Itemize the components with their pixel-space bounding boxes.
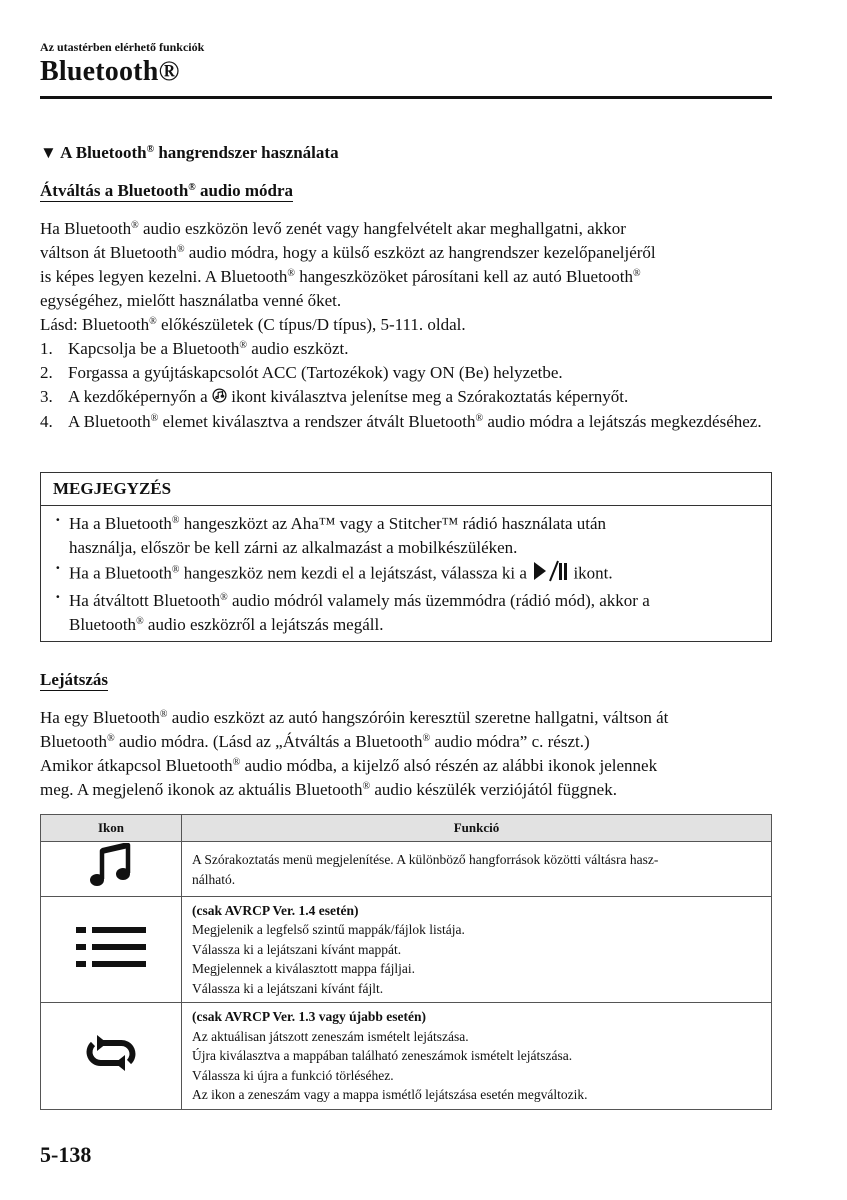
reg-mark: ®: [146, 144, 155, 155]
playback-paragraph: Ha egy Bluetooth® audio eszközt az autó hangszóróin keresztül szeretne hallgatni, váltson át Bluetooth® audio módra. (Lásd az „Átváltás a Bluetooth® audio módra” c. részt.) Amikor átkapcsol Bluetooth® audio módba, a kijelző alsó részén az alábbi ikonok jelennek meg. A megjelenő ikonok az aktuális Bluetooth® audio készülék verziójától függnek.: [40, 708, 669, 799]
section-heading-text-end: hangrendszer használata: [154, 143, 339, 162]
list-item: · Ha a Bluetooth® hangeszköz nem kezdi el a lejátszást, válassza ki a ikont.: [41, 560, 771, 589]
subheading-switch: Átváltás a Bluetooth® audio módra: [40, 181, 294, 200]
list-item: 3. A kezdőképernyőn a ikont kiválasztva jelenítse meg a Szórakoztatás képernyőt.: [40, 385, 780, 410]
row-text: nálható.: [192, 871, 236, 887]
list-icon: [41, 896, 182, 1003]
title-divider: [40, 96, 772, 99]
page-title: Bluetooth®: [40, 56, 180, 87]
column-header-function: Funkció: [182, 815, 772, 842]
note-heading: MEGJEGYZÉS: [41, 473, 771, 506]
row-text: Megjelenik a legfelső szintű mappák/fájlok listája.: [192, 922, 465, 937]
steps-list: [40, 337, 780, 434]
list-item: 2. Forgassa a gyújtáskapcsolót ACC (Tartozékok) vagy ON (Be) helyzetbe.: [40, 363, 563, 382]
row-text: Újra kiválasztva a mappában található zeneszámok ismételt lejátszása.: [192, 1048, 573, 1063]
section-heading-text: A Bluetooth: [60, 143, 147, 162]
play-pause-icon: [531, 560, 569, 589]
row-text: Az ikon a zeneszám vagy a mappa ismétlő lejátszása esetén megváltozik.: [192, 1087, 588, 1102]
note-box: [40, 472, 772, 642]
list-item: 1. Kapcsolja be a Bluetooth® audio eszközt.: [40, 339, 349, 358]
music-note-icon: [41, 842, 182, 897]
list-item: · Ha a Bluetooth® hangeszközt az Aha™ vagy a Stitcher™ rádió használata után használja, először be kell zárni az alkalmazást a mobilkészüléken.: [55, 510, 607, 557]
row-text: Válassza ki a lejátszani kívánt fájlt.: [192, 980, 384, 996]
section-kicker: Az utastérben elérhető funkciók: [40, 40, 205, 54]
row-title: (csak AVRCP Ver. 1.4 esetén): [192, 902, 359, 918]
music-circle-icon: [212, 386, 227, 410]
row-text: A Szórakoztatás menü megjelenítése. A különböző hangforrások közötti váltásra hasz-: [192, 852, 659, 867]
page-number: 5-138: [40, 1142, 92, 1167]
icon-function-table: [40, 814, 772, 1110]
repeat-icon: [41, 1003, 182, 1110]
switch-paragraph: Ha Bluetooth® audio eszközön levő zenét vagy hangfelvételt akar meghallgatni, akkor váltson át Bluetooth® audio módra, hogy a külső eszközt az hangrendszer kezelőpaneljéről is képes legyen kezelni. A Bluetooth® hangeszközöket párosítani kell az autó Bluetooth® egységéhez, mielőtt használatba venné őket. Lásd: Bluetooth® előkészületek (C típus/D típus), 5-111. oldal.: [40, 219, 656, 334]
row-text: Megjelennek a kiválasztott mappa fájljai.: [192, 961, 416, 976]
row-title: (csak AVRCP Ver. 1.3 vagy újabb esetén): [192, 1009, 427, 1024]
table-row: [41, 896, 772, 1003]
subheading-playback: Lejátszás: [40, 670, 108, 689]
section-heading: [40, 143, 339, 163]
table-row: [41, 842, 772, 897]
table-row: [41, 1003, 772, 1110]
row-text: Válassza ki újra a funkció törléséhez.: [192, 1067, 394, 1083]
row-text: Válassza ki a lejátszani kívánt mappát.: [192, 941, 402, 957]
list-item: 4. A Bluetooth® elemet kiválasztva a rendszer átvált Bluetooth® audio módra a lejátszás megkezdéséhez.: [40, 412, 762, 432]
triangle-marker-icon: ▼: [40, 143, 57, 162]
column-header-icon: Ikon: [41, 815, 182, 842]
list-item: · Ha átváltott Bluetooth® audio módról valamely más üzemmódra (rádió mód), akkor a Bluetooth® audio eszközről a lejátszás megáll.: [55, 587, 650, 634]
row-text: Az aktuálisan játszott zeneszám ismételt lejátszása.: [192, 1028, 469, 1044]
